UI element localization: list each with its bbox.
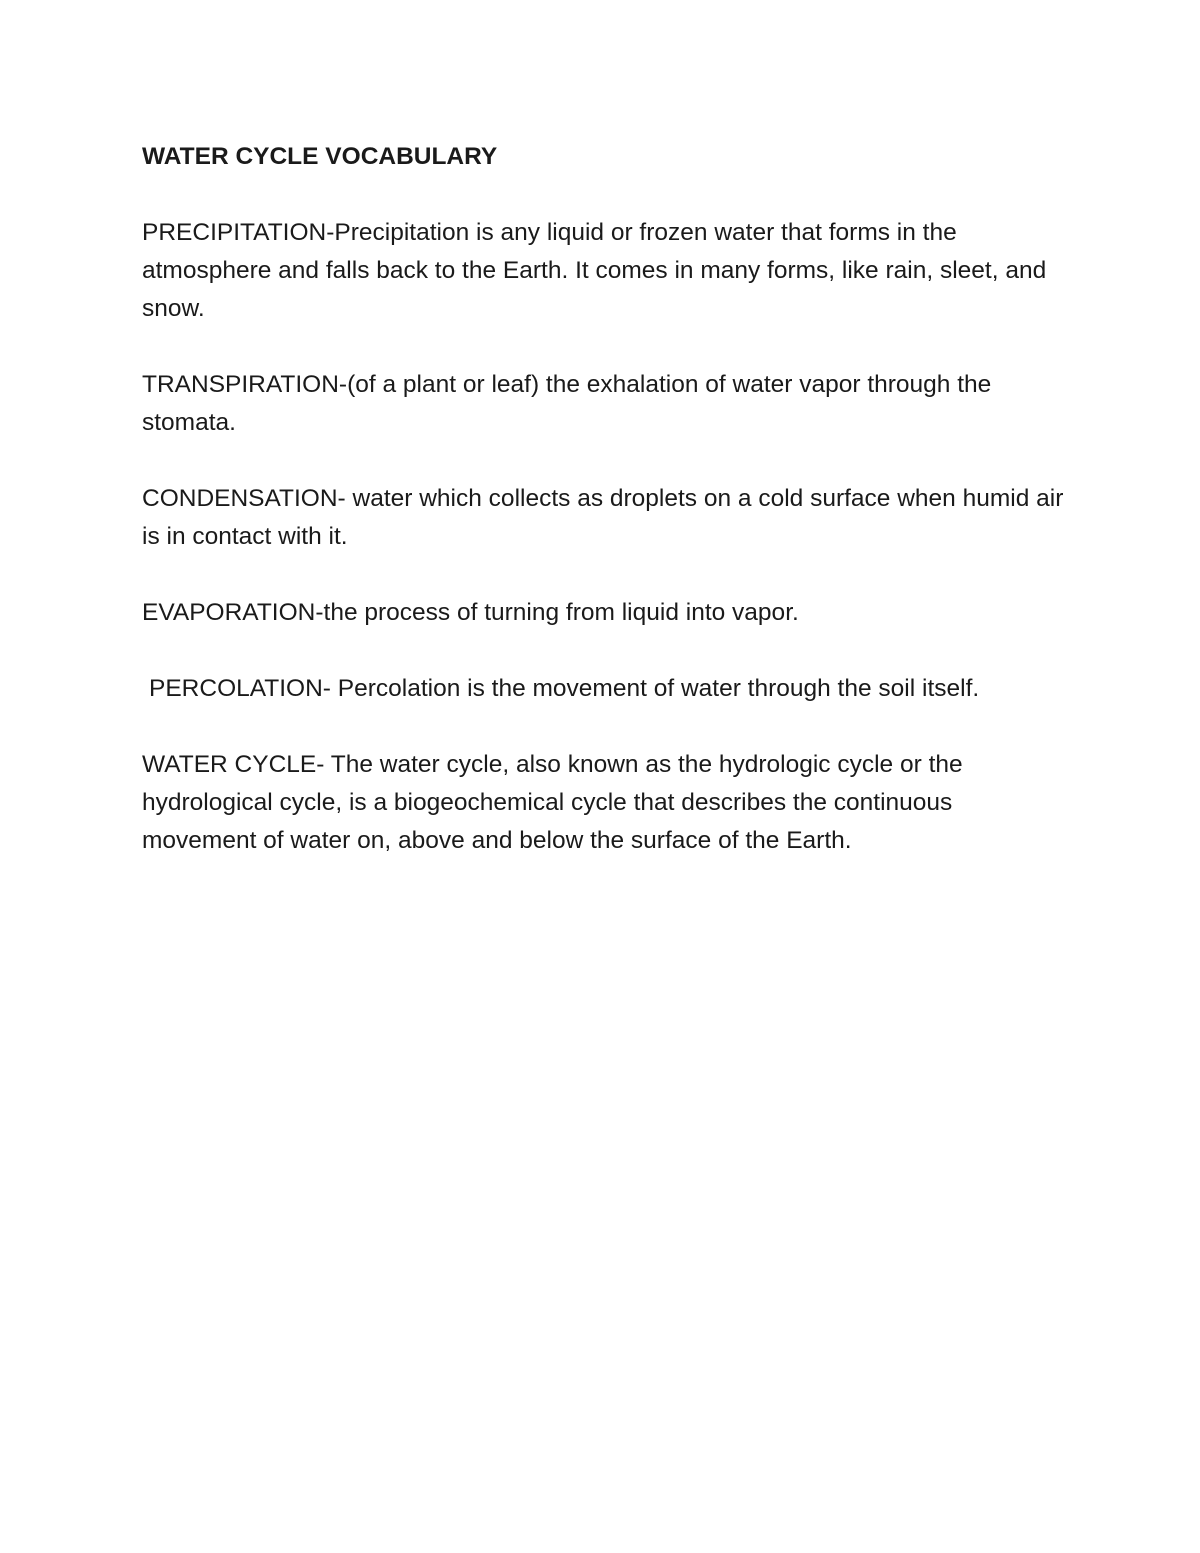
vocab-definition: the process of turning from liquid into vapor. [323,599,799,626]
vocab-term: EVAPORATION- [142,599,324,626]
vocab-entry-water-cycle [142,746,1072,860]
vocab-entry-percolation [142,670,1072,708]
vocab-entry-precipitation [142,214,1072,328]
vocab-definition: Percolation is the movement of water through the soil itself. [330,675,980,702]
vocab-definition: The water cycle, also known as the hydrologic cycle or the hydrological cycle, is a biogeochemical cycle that describes the continuous movement of water on, above and below the surface of the Earth. [142,751,963,854]
vocab-definition: (of a plant or leaf) the exhalation of water vapor through the stomata. [142,371,992,436]
vocab-entry-condensation [142,480,1072,556]
vocab-definition: Precipitation is any liquid or frozen water that forms in the atmosphere and falls back to the Earth. It comes in many forms, like rain, sleet, and snow. [142,219,1047,322]
vocab-term: WATER CYCLE- [142,751,325,778]
document-body [142,138,1072,898]
vocab-entry-transpiration [142,366,1072,442]
document-title: WATER CYCLE VOCABULARY [142,143,498,170]
vocab-term: TRANSPIRATION- [142,371,348,398]
vocab-term: PRECIPITATION- [142,219,335,246]
vocab-term: CONDENSATION- [142,485,346,512]
vocab-entry-evaporation [142,594,1072,632]
vocab-term: PERCOLATION- [149,675,331,702]
vocab-definition: water which collects as droplets on a cold surface when humid air is in contact with it. [142,485,1064,550]
